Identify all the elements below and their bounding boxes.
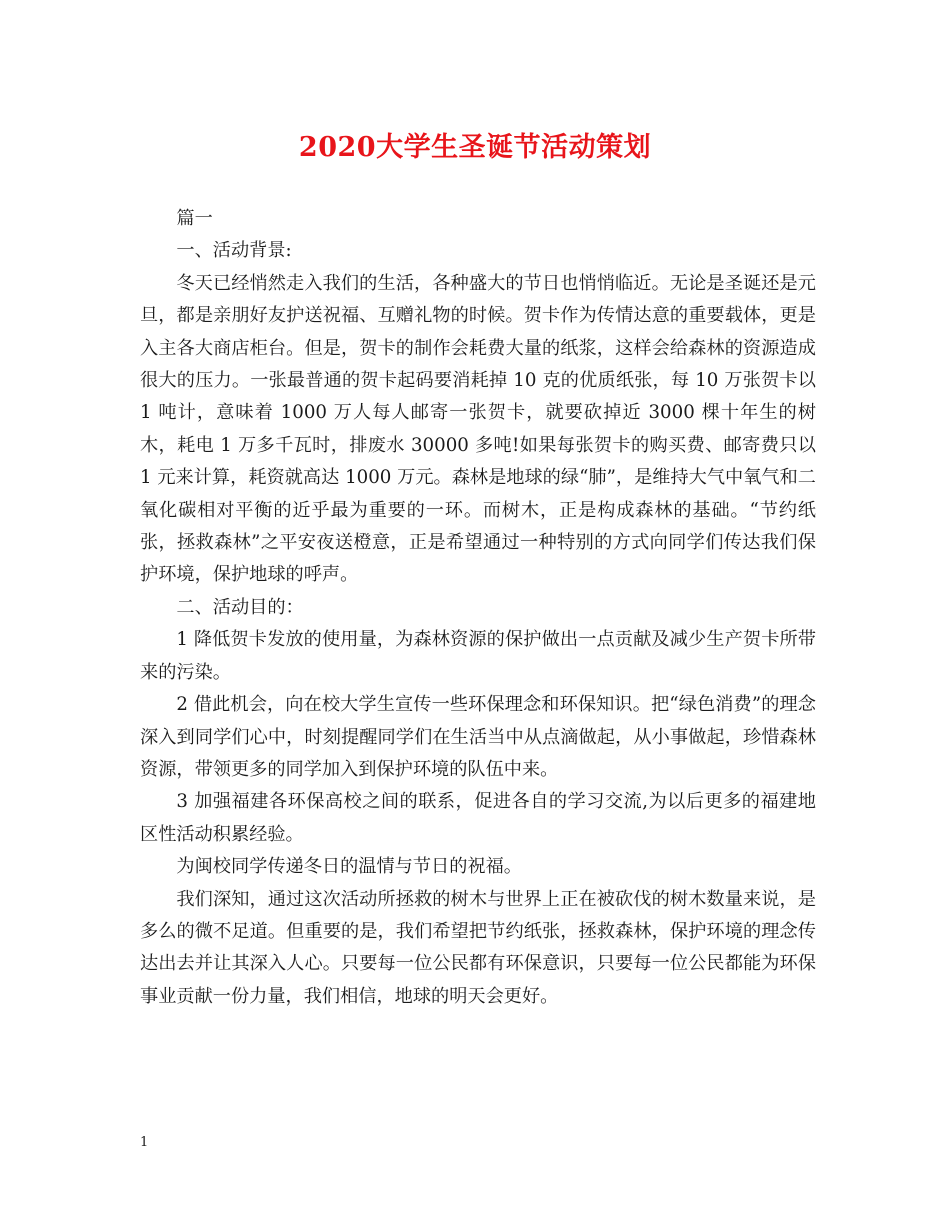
document-body bbox=[140, 203, 816, 1013]
paragraph-wishes: 为闽校同学传递冬日的温情与节日的祝福。 bbox=[176, 856, 522, 878]
paragraph-purpose-3: 3 加强福建各环保高校之间的联系，促进各自的学习交流,为以后更多的福建地区性活动积累经验。 bbox=[140, 791, 816, 845]
paragraph-purpose-2: 2 借此机会，向在校大学生宣传一些环保理念和环保知识。把“绿色消费”的理念深入到同学们心中，时刻提醒同学们在生活当中从点滴做起，从小事做起，珍惜森林资源，带领更多的同学加入到保护环境的队伍中来。 bbox=[140, 694, 816, 780]
heading-purpose: 二、活动目的： bbox=[176, 596, 304, 618]
section-label: 篇一 bbox=[176, 208, 213, 229]
paragraph-conclusion: 我们深知，通过这次活动所拯救的树木与世界上正在被砍伐的树木数量来说，是多么的微不足道。但重要的是，我们希望把节约纸张，拯救森林，保护环境的理念传达出去并让其深入人心。只要每一位公民都有环保意识，只要每一位公民都能为环保事业贡献一份力量，我们相信，地球的明天会更好。 bbox=[140, 888, 816, 1007]
heading-background: 一、活动背景: bbox=[176, 240, 292, 262]
page-number: 1 bbox=[140, 1135, 149, 1150]
paragraph-purpose-1: 1 降低贺卡发放的使用量，为森林资源的保护做出一点贡献及减少生产贺卡所带来的污染。 bbox=[140, 629, 816, 683]
paragraph-background: 冬天已经悄然走入我们的生活，各种盛大的节日也悄悄临近。无论是圣诞还是元旦，都是亲朋好友护送祝福、互赠礼物的时候。贺卡作为传情达意的重要载体，更是入主各大商店柜台。但是，贺卡的制作会耗费大量的纸浆，这样会给森林的资源造成很大的压力。一张最普通的贺卡起码要消耗掉 10 克的优质纸张，每 10 万张贺卡以 1 吨计，意味着 1000 万人每人邮寄一张贺卡，就要砍掉近 3000 棵十年生的树木，耗电 1 万多千瓦时，排废水 30000 多吨!如果每张贺卡的购买费、邮寄费只以 1 元来计算，耗资就高达 1000 万元。森林是地球的绿“肺”，是维持大气中氧气和二氧化碳相对平衡的近乎最为重要的一环。而树木，正是构成森林的基础。“节约纸张，拯救森林”之平安夜送橙意，正是希望通过一种特别的方式向同学们传达我们保护环境，保护地球的呼声。 bbox=[140, 272, 816, 586]
document-title: 2020大学生圣诞节活动策划 bbox=[298, 132, 652, 163]
